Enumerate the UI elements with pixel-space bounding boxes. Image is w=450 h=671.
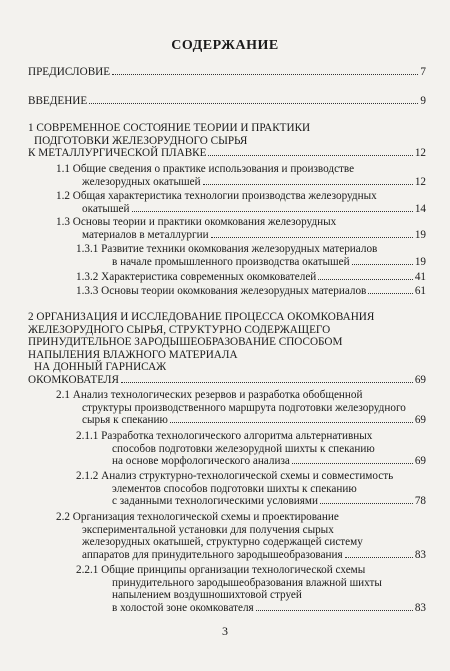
entry-line: НА ДОННЫЙ ГАРНИСАЖ bbox=[34, 361, 167, 374]
entry-line: 1 СОВРЕМЕННОЕ СОСТОЯНИЕ ТЕОРИИ И ПРАКТИКИ bbox=[28, 122, 311, 134]
leader-dots bbox=[170, 422, 413, 423]
entry-title: ОКОМКОВАТЕЛЯ bbox=[28, 373, 119, 386]
leader-dots bbox=[368, 293, 412, 294]
leader-dots bbox=[256, 610, 413, 611]
entry-page: 7 bbox=[420, 66, 426, 78]
entry-page: 69 bbox=[414, 455, 426, 468]
entry-title: 1.3.2 Характеристика современных окомкователей bbox=[76, 271, 317, 283]
toc-entry-1-2[interactable] bbox=[56, 190, 426, 215]
entry-page: 41 bbox=[414, 271, 426, 283]
entry-page: 83 bbox=[414, 548, 426, 561]
leader-dots bbox=[203, 184, 413, 185]
entry-line: напылением воздушношихтовой струей bbox=[112, 589, 302, 602]
entry-page: 78 bbox=[414, 495, 426, 508]
entry-line: 2.2.1 Общие принципы организации технологической схемы bbox=[76, 564, 366, 576]
toc-entry-1-3-3[interactable] bbox=[76, 285, 426, 298]
leader-dots bbox=[320, 503, 413, 504]
entry-line: способов подготовки железорудной шихты к спеканию bbox=[112, 442, 375, 455]
entry-page: 19 bbox=[414, 228, 426, 241]
leader-dots bbox=[121, 382, 413, 383]
entry-line: структуры производственного маршрута подготовки железорудного bbox=[82, 401, 406, 414]
toc-entry-2-2-1[interactable] bbox=[76, 564, 426, 614]
toc-entry-2-1[interactable] bbox=[56, 389, 426, 427]
leader-dots bbox=[318, 279, 413, 280]
entry-line: 2.1.2 Анализ структурно-технологической схемы и совместимость bbox=[76, 470, 394, 482]
toc-heading: СОДЕРЖАНИЕ bbox=[171, 38, 279, 53]
entry-line: принудительного зародышеобразования влажной шихты bbox=[112, 576, 382, 589]
entry-line: ПОДГОТОВКИ ЖЕЛЕЗОРУДНОГО СЫРЬЯ bbox=[34, 134, 248, 147]
entry-page: 83 bbox=[414, 601, 426, 614]
entry-title: 1.3.3 Основы теории окомкования железорудных материалов bbox=[76, 285, 367, 297]
entry-title: окатышей bbox=[82, 202, 130, 215]
entry-line: 1.2 Общая характеристика технологии производства железорудных bbox=[56, 190, 377, 202]
entry-title: ВВЕДЕНИЕ bbox=[28, 95, 88, 107]
entry-line: 1.3 Основы теории и практики окомкования железорудных bbox=[56, 216, 337, 228]
entry-page: 12 bbox=[414, 175, 426, 188]
entry-line: 2.1.1 Разработка технологического алгоритма альтернативных bbox=[76, 430, 373, 442]
leader-dots bbox=[208, 155, 412, 156]
toc-entry-1-3[interactable] bbox=[56, 216, 426, 241]
entry-title: с заданными технологическими условиями bbox=[112, 495, 318, 508]
entry-line: 2.2 Организация технологической схемы и проектирование bbox=[56, 511, 339, 523]
entry-line: экспериментальной установки для получения сырых bbox=[82, 523, 334, 536]
entry-line: ЖЕЛЕЗОРУДНОГО СЫРЬЯ, СТРУКТУРНО СОДЕРЖАЩЕГО bbox=[28, 323, 331, 336]
toc-entry-preface[interactable] bbox=[28, 66, 426, 79]
entry-page: 69 bbox=[414, 373, 426, 386]
entry-line: 1.3.1 Развитие техники окомкования железорудных материалов bbox=[76, 243, 378, 255]
toc-entry-1-3-2[interactable] bbox=[76, 271, 426, 284]
page-number: 3 bbox=[222, 624, 228, 638]
leader-dots bbox=[211, 237, 413, 238]
entry-line: НАПЫЛЕНИЯ ВЛАЖНОГО МАТЕРИАЛА bbox=[28, 348, 238, 361]
leader-dots bbox=[345, 557, 413, 558]
entry-page: 61 bbox=[414, 285, 426, 297]
entry-page: 69 bbox=[414, 414, 426, 427]
entry-title: сырья к спеканию bbox=[82, 414, 168, 427]
entry-page: 19 bbox=[414, 255, 426, 268]
toc-entry-2-1-2[interactable] bbox=[76, 470, 426, 508]
leader-dots bbox=[132, 211, 413, 212]
entry-page: 12 bbox=[414, 147, 426, 160]
toc-entry-chapter-1[interactable] bbox=[28, 122, 426, 160]
entry-title: в холостой зоне окомкователя bbox=[112, 601, 254, 614]
entry-title: ПРЕДИСЛОВИЕ bbox=[28, 66, 111, 78]
entry-title: в начале промышленного производства окатышей bbox=[112, 255, 350, 268]
leader-dots bbox=[112, 74, 418, 75]
entry-line: 2 ОРГАНИЗАЦИЯ И ИССЛЕДОВАНИЕ ПРОЦЕССА ОКОМКОВАНИЯ bbox=[28, 311, 375, 323]
entry-title: железорудных окатышей bbox=[82, 175, 201, 188]
entry-line: 2.1 Анализ технологических резервов и разработка обобщенной bbox=[56, 389, 363, 401]
entry-line: ПРИНУДИТЕЛЬНОЕ ЗАРОДЫШЕОБРАЗОВАНИЕ СПОСОБОМ bbox=[28, 336, 343, 349]
entry-page: 9 bbox=[420, 95, 426, 107]
entry-title: на основе морфологического анализа bbox=[112, 455, 290, 468]
toc-entry-1-1[interactable] bbox=[56, 163, 426, 188]
leader-dots bbox=[352, 264, 413, 265]
entry-page: 14 bbox=[414, 202, 426, 215]
leader-dots bbox=[292, 463, 413, 464]
toc-entry-introduction[interactable] bbox=[28, 95, 426, 108]
entry-line: 1.1 Общие сведения о практике использования и производстве bbox=[56, 163, 355, 175]
entry-title: К МЕТАЛЛУРГИЧЕСКОЙ ПЛАВКЕ bbox=[28, 147, 207, 160]
toc-entry-chapter-2[interactable] bbox=[28, 311, 426, 387]
entry-line: элементов способов подготовки шихты к спеканию bbox=[112, 482, 357, 495]
entry-line: железорудных окатышей, структурно содержащей систему bbox=[82, 536, 363, 549]
toc-entry-2-1-1[interactable] bbox=[76, 430, 426, 468]
toc-entry-2-2[interactable] bbox=[56, 511, 426, 561]
leader-dots bbox=[89, 103, 418, 104]
toc-entry-1-3-1[interactable] bbox=[76, 243, 426, 268]
entry-title: аппаратов для принудительного зародышеобразования bbox=[82, 548, 343, 561]
entry-title: материалов в металлургии bbox=[82, 228, 209, 241]
